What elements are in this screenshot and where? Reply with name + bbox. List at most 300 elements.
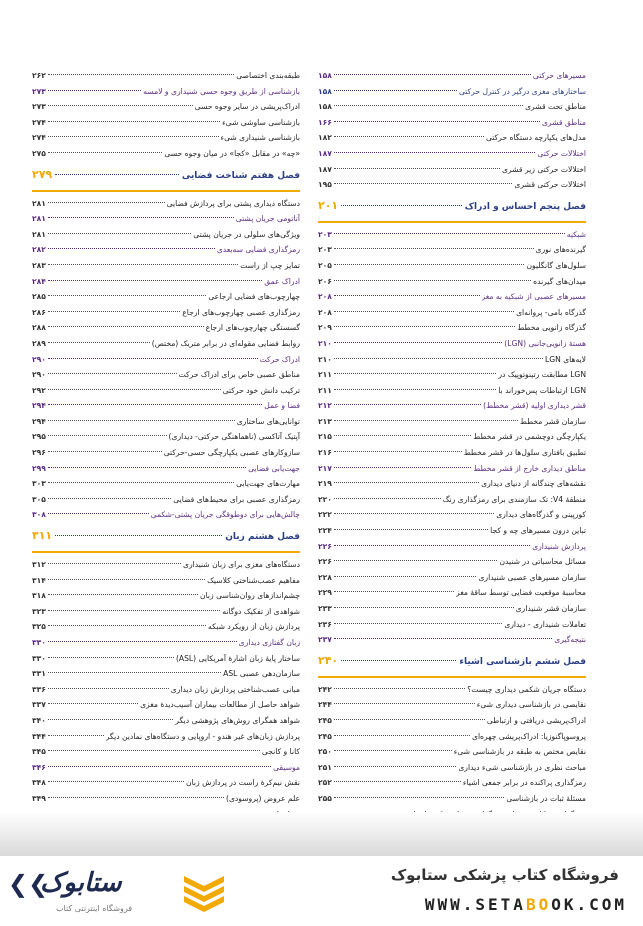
toc-entry[interactable] <box>32 666 300 682</box>
page-number: ۲۴۵ <box>318 715 332 725</box>
toc-entry[interactable] <box>318 492 586 508</box>
entry-title: گسستگی چهارچوب‌های ارجاع <box>205 323 300 333</box>
dot-leader <box>334 168 500 169</box>
chevrons-icon: ❮❮ <box>8 870 49 898</box>
page-number: ۲۱۹ <box>318 479 332 489</box>
entry-title: تعاملات شنیداری - دیداری <box>504 619 586 629</box>
toc-entry[interactable] <box>318 115 586 131</box>
entry-title: مسیرهای عصبی از شبکیه به مغز <box>481 292 586 302</box>
shop-name: فروشگاه کتاب پزشکی ستابوک <box>390 866 619 884</box>
dot-leader <box>48 136 219 137</box>
dot-leader <box>334 688 465 689</box>
entry-title: رمزگذاری عصبی برای محیط‌های فضایی <box>173 494 300 504</box>
toc-entry[interactable] <box>318 336 586 352</box>
toc-entry[interactable] <box>32 492 300 508</box>
page-number: ۲۴۴ <box>318 700 332 710</box>
toc-entry[interactable] <box>318 305 586 321</box>
entry-title: چهارچوب‌های فضایی ارجاعی <box>208 292 300 302</box>
entry-title: هستهٔ زانویی‌جانبی (LGN) <box>504 338 586 348</box>
dot-leader <box>334 105 523 106</box>
page-number: ۲۸۹ <box>32 338 46 348</box>
entry-title: ادراک‌پریشی در سایر وجوه حسی <box>194 102 300 112</box>
page-number: ۲۲۸ <box>318 572 332 582</box>
page-number: ۲۳۳ <box>318 604 332 613</box>
entry-title: تمایز چپ از راست <box>240 260 300 270</box>
toc-entry[interactable] <box>318 227 586 243</box>
toc-entry[interactable] <box>318 775 586 791</box>
toc-entry[interactable] <box>32 697 300 713</box>
entry-title: مفاهیم عصب‌شناختی کلاسیک <box>207 575 300 585</box>
toc-entry[interactable] <box>318 68 586 84</box>
toc-entry[interactable] <box>32 146 300 162</box>
toc-entry[interactable] <box>318 99 586 115</box>
entry-title: چالش‌هایی برای دوطوقگی جریان پشتی-شکمی <box>150 510 300 520</box>
entry-title: مسائل محاسباتی در شنیدن <box>499 557 586 567</box>
toc-entry[interactable] <box>32 367 300 383</box>
entry-title: آناتومی جریان پشتی <box>235 214 300 224</box>
entry-title: بازشناسی از طریق وجوه حسی شنیداری و لامسه <box>143 86 300 96</box>
page-number: ۲۰۹ <box>318 323 332 333</box>
page-number: ۲۸۶ <box>32 307 46 317</box>
dot-leader <box>48 74 234 75</box>
toc-entry[interactable] <box>32 713 300 729</box>
dot-leader <box>48 342 150 343</box>
page-number: ۲۸۵ <box>32 292 46 302</box>
entry-title: ویژگی‌های سلولی در جریان پشتی <box>193 229 300 239</box>
toc-entry[interactable] <box>318 539 586 555</box>
logo-tagline: فروشگاه اینترنتی کتاب <box>56 904 133 913</box>
toc-entry[interactable] <box>318 383 586 399</box>
dot-leader <box>48 719 173 720</box>
page-number: ۳۳۶ <box>32 684 46 694</box>
entry-title: مهارت‌های جهت‌یابی <box>236 479 300 489</box>
dot-leader <box>48 672 221 673</box>
dot-leader <box>334 719 485 720</box>
toc-entry[interactable] <box>32 414 300 430</box>
toc-entry[interactable] <box>318 554 586 570</box>
page-number: ۳۳۷ <box>32 700 46 710</box>
dot-leader <box>48 451 162 452</box>
page-number: ۲۴۰ <box>318 653 339 667</box>
toc-entry[interactable] <box>32 68 300 84</box>
page-number: ۲۵۰ <box>318 747 332 757</box>
page-number: ۲۰۱ <box>318 198 339 212</box>
page-number: ۱۵۸ <box>318 102 332 112</box>
entry-title: مسئلهٔ ثبات در بازشناسی <box>506 793 586 803</box>
entry-title: مبانی عصب‌شناختی پردازش زبان دیداری <box>170 684 300 694</box>
dot-leader <box>48 217 234 218</box>
entry-title: سازمان‌دهی عصبی ASL <box>223 669 300 679</box>
dot-leader <box>48 703 138 704</box>
entry-title: پردازش زبان از رویکرد شبکه <box>208 622 300 632</box>
book-logo-icon <box>182 872 226 912</box>
page-number: ۲۱۱ <box>318 370 332 380</box>
shop-url[interactable]: WWW.SETABOOK.COM <box>424 895 627 914</box>
dot-leader <box>55 535 222 536</box>
page-number: ۳۱۲ <box>32 560 46 570</box>
entry-title: LGN مطابقت رتینوتوپیک در <box>498 370 586 380</box>
toc-entry[interactable] <box>32 557 300 573</box>
toc-entry[interactable] <box>32 383 300 399</box>
chapter-heading[interactable] <box>32 529 300 553</box>
toc-entry[interactable] <box>32 274 300 290</box>
entry-title: سلول‌های گانگلیون <box>526 260 586 270</box>
page-number: ۲۲۶ <box>318 557 332 567</box>
entry-title: میدان‌های گیرنده <box>533 276 586 286</box>
dot-leader <box>334 358 543 359</box>
dot-leader <box>48 248 215 249</box>
entry-title: یکپارچگی دوچشمی در قشر مخطط <box>473 432 586 442</box>
dot-leader <box>334 607 514 608</box>
entry-title: گذرگاه بامی- پروانه‌ای <box>516 307 586 317</box>
page-number: ۳۰۳ <box>32 479 46 489</box>
toc-entry[interactable] <box>32 744 300 760</box>
dot-leader <box>341 660 456 661</box>
toc-entry[interactable] <box>318 320 586 336</box>
toc-entry[interactable] <box>318 632 586 648</box>
toc-entry[interactable] <box>32 791 300 807</box>
entry-title: دستگاه دیداری پشتی برای پردازش فضایی <box>166 198 300 208</box>
entry-title: رمزگذاری عصبی چهارچوب‌های ارجاع <box>182 307 300 317</box>
toc-entry[interactable] <box>318 713 586 729</box>
toc-entry[interactable] <box>318 601 586 617</box>
dot-leader <box>334 326 515 327</box>
toc-entry[interactable] <box>32 242 300 258</box>
page-number: ۲۰۶ <box>318 276 332 286</box>
entry-title: ادراک‌پریشی دریافتی و ارتباطی <box>486 715 586 725</box>
toc-entry[interactable] <box>32 320 300 336</box>
toc-entry[interactable] <box>32 398 300 414</box>
toc-entry[interactable] <box>318 398 586 414</box>
toc-right-column <box>318 68 586 822</box>
page-number: ۱۵۸ <box>318 71 332 80</box>
dot-leader <box>334 264 525 265</box>
entry-title: رمزگذاری فضایی سه‌بعدی <box>216 245 300 255</box>
toc-entry[interactable] <box>32 352 300 368</box>
dot-leader <box>341 205 462 206</box>
dot-leader <box>48 594 198 595</box>
toc-entry[interactable] <box>32 84 300 100</box>
entry-title: سازمان قشر مخطط <box>519 416 586 426</box>
toc-entry[interactable] <box>318 258 586 274</box>
entry-title: مناطق تحت قشری <box>525 102 586 112</box>
page-number: ۲۹۹ <box>32 463 46 473</box>
entry-title: «چه» در مقابل «کجا» در میان وجوه حسی <box>164 148 300 158</box>
toc-entry[interactable] <box>318 570 586 586</box>
page-number: ۳۴۸ <box>32 778 46 788</box>
toc-entry[interactable] <box>32 476 300 492</box>
dot-leader <box>48 688 169 689</box>
toc-entry[interactable] <box>318 523 586 539</box>
dot-leader <box>334 183 513 184</box>
page-number: ۳۳۱ <box>32 669 46 679</box>
page-number: ۲۸۱ <box>32 214 46 224</box>
toc-entry[interactable] <box>32 604 300 620</box>
entry-title: مسیرهای حرکتی <box>532 71 586 80</box>
page-number: ۲۷۹ <box>32 167 53 181</box>
entry-title: روابط فضایی مقوله‌ای در برابر متریک (مختص) <box>151 338 300 348</box>
page-number: ۱۵۸ <box>318 86 332 96</box>
toc-entry[interactable] <box>318 729 586 745</box>
page-number: ۱۹۵ <box>318 180 332 190</box>
page-number: ۳۳۰ <box>32 653 46 663</box>
page-number: ۳۱۸ <box>32 591 46 601</box>
page-number: ۳۱۴ <box>32 575 46 585</box>
entry-title: بازشناسی شنیداری شیء <box>220 133 300 143</box>
toc-entry[interactable] <box>32 115 300 131</box>
entry-title: LGN ارتباطات پس‌خوراند با <box>498 385 586 395</box>
dot-leader <box>48 90 141 91</box>
entry-title: اختلالات حرکتی قشری <box>514 180 586 190</box>
toc-entry[interactable] <box>32 760 300 776</box>
dot-leader <box>334 750 452 751</box>
page-number: ۲۱۷ <box>318 463 332 473</box>
page-number: ۲۰۸ <box>318 307 332 317</box>
entry-title: زبان گفتاری دیداری <box>238 638 300 647</box>
toc-entry[interactable] <box>32 429 300 445</box>
toc-entry[interactable] <box>32 211 300 227</box>
toc-entry[interactable] <box>318 476 586 492</box>
logo-wordmark: ستابوک <box>40 868 122 898</box>
dot-leader <box>48 797 224 798</box>
dot-leader <box>48 781 184 782</box>
toc-entry[interactable] <box>318 84 586 100</box>
entry-title: رمزگذاری پراکنده در برابر جمعی اشیاء <box>462 778 586 788</box>
toc-entry[interactable] <box>32 619 300 635</box>
dot-leader <box>48 311 180 312</box>
toc-entry[interactable] <box>32 258 300 274</box>
entry-title: نقشه‌های چندگانه از دنیای دیداری <box>481 479 586 489</box>
entry-title: دستگاه جریان شکمی دیداری چیست؟ <box>467 684 586 694</box>
toc-entry[interactable] <box>318 429 586 445</box>
page-number: ۳۴۰ <box>32 715 46 725</box>
page-number: ۲۵۵ <box>318 793 332 803</box>
dot-leader <box>48 766 271 767</box>
page-number: ۲۰۵ <box>318 260 332 270</box>
toc-entry[interactable] <box>318 697 586 713</box>
page-number: ۲۸۱ <box>32 229 46 239</box>
dot-leader <box>48 657 174 658</box>
dot-leader <box>48 280 262 281</box>
page-number: ۲۱۶ <box>318 448 332 458</box>
chapter-title: فصل پنجم احساس و ادراک <box>464 201 586 212</box>
page-number: ۳۰۵ <box>32 494 46 504</box>
entry-title: پردازش زبان‌های غیر هندو - اروپایی و دستگاه‌های نمادین دیگر <box>105 731 300 741</box>
chapter-title: فصل هشتم زبان <box>225 532 300 543</box>
dot-leader <box>48 498 171 499</box>
page-number: ۲۹۲ <box>32 385 46 395</box>
dot-leader <box>334 623 502 624</box>
page-number: ۲۹۶ <box>32 448 46 458</box>
entry-title: گذرگاه زانویی مخطط <box>517 323 586 333</box>
entry-title: کورپینی و گذرگاه‌های دیداری <box>496 510 586 520</box>
toc-entry[interactable] <box>32 461 300 477</box>
toc-entry[interactable] <box>318 352 586 368</box>
entry-title: اختلالات حرکتی <box>537 148 586 158</box>
page-number: ۲۱۲ <box>318 401 332 411</box>
entry-title: بازشناسی ساوشی شیء <box>222 117 300 127</box>
dot-leader <box>48 513 149 514</box>
toc-entry[interactable] <box>32 588 300 604</box>
dot-leader <box>48 105 193 106</box>
toc-entry[interactable] <box>318 414 586 430</box>
entry-title: مناطق عصبی خاص برای ادراک حرکت <box>178 370 300 380</box>
chapter-heading[interactable] <box>318 199 586 223</box>
page-number: ۲۴۲ <box>318 684 332 694</box>
dot-leader <box>48 435 167 436</box>
dot-leader <box>334 529 488 530</box>
chapter-heading[interactable] <box>32 168 300 192</box>
toc-entry[interactable] <box>32 729 300 745</box>
toc-entry[interactable] <box>32 573 300 589</box>
dot-leader <box>48 295 206 296</box>
page-number: ۲۸۳ <box>32 260 46 270</box>
page-number: ۲۴۵ <box>318 731 332 741</box>
entry-title: ادراک عمق <box>264 276 300 286</box>
dot-leader <box>334 576 477 577</box>
dot-leader <box>334 797 504 798</box>
entry-title: مباحث نظری در بازشناسی شیء دیداری <box>458 762 586 772</box>
page-number: ۲۹۴ <box>32 401 46 411</box>
toc-entry[interactable] <box>318 760 586 776</box>
entry-title: پردازش شنیداری <box>532 541 586 551</box>
page-number: ۲۹۰ <box>32 354 46 364</box>
toc-entry[interactable] <box>32 227 300 243</box>
toc-entry[interactable] <box>318 289 586 305</box>
dot-leader <box>334 451 462 452</box>
dot-leader <box>334 373 496 374</box>
entry-title: سازمان قشر شنیداری <box>515 604 586 613</box>
page-number: ۲۵۲ <box>318 778 332 788</box>
page-number: ۱۸۷ <box>318 164 332 174</box>
dot-leader <box>334 766 456 767</box>
toc-entry[interactable] <box>318 791 586 807</box>
entry-title: مدل‌های یکپارچه دستگاه حرکتی <box>485 133 586 143</box>
entry-title: ساختارهای مغزی درگیر در کنترل حرکتی <box>458 86 586 96</box>
toc-entry[interactable] <box>318 617 586 633</box>
toc-entry[interactable] <box>32 289 300 305</box>
dot-leader <box>334 498 441 499</box>
toc-entry[interactable] <box>32 305 300 321</box>
page-number: ۳۰۸ <box>32 510 46 520</box>
page-number: ۲۱۱ <box>318 385 332 395</box>
entry-title: پروسوپاگنوزیا: ادراک‌پریشی چهره‌ای <box>472 731 586 741</box>
toc-entry[interactable] <box>32 99 300 115</box>
toc-entry[interactable] <box>318 146 586 162</box>
page-number: ۲۹۰ <box>32 370 46 380</box>
dot-leader <box>334 248 534 249</box>
toc-entry[interactable] <box>32 651 300 667</box>
entry-title: اختلالات حرکتی زیر قشری <box>502 164 586 174</box>
dot-leader <box>48 373 177 374</box>
entry-title: شواهدی از تفکیک دوگانه <box>222 606 300 616</box>
dot-leader <box>55 174 179 175</box>
page-number: ۲۹۵ <box>32 432 46 442</box>
dot-leader <box>48 625 206 626</box>
page-number: ۳۱۱ <box>32 529 53 543</box>
dot-leader <box>334 233 565 234</box>
page-number: ۲۳۷ <box>318 635 332 645</box>
toc-entry[interactable] <box>318 744 586 760</box>
page-number: ۲۰۳ <box>318 245 332 255</box>
entry-title: دستگاه‌های مغزی برای زبان شنیداری <box>183 560 300 570</box>
entry-title: نقایصی در بازشناسی دیداری شیء <box>476 700 586 710</box>
entry-title: طبقه‌بندی اختصاصی <box>236 71 300 80</box>
dot-leader <box>334 467 471 468</box>
page-number: ۲۶۲ <box>32 71 46 80</box>
entry-title: تباین درون مسیرهای چه و کجا <box>490 526 586 536</box>
dot-leader <box>48 563 181 564</box>
toc-entry[interactable] <box>318 682 586 698</box>
dot-leader <box>334 560 498 561</box>
page-number: ۲۷۳ <box>32 102 46 112</box>
page-number: ۲۸۱ <box>32 198 46 208</box>
toc-entry[interactable] <box>32 507 300 523</box>
page-number: ۳۴۴ <box>32 731 46 741</box>
page-number: ۲۱۳ <box>318 416 332 426</box>
dot-leader <box>48 202 165 203</box>
toc-entry[interactable] <box>318 274 586 290</box>
toc-entry[interactable] <box>32 635 300 651</box>
page-fade <box>0 812 643 856</box>
entry-title: تطبیق بافتاری سلول‌ها در قشر مخطط <box>463 448 586 458</box>
toc-entry[interactable] <box>32 130 300 146</box>
dot-leader <box>48 420 235 421</box>
entry-title: شواهد همگرای روش‌های پژوهشی دیگر <box>175 715 300 725</box>
toc-entry[interactable] <box>32 336 300 352</box>
toc-entry[interactable] <box>318 507 586 523</box>
page-number: ۲۹۴ <box>32 416 46 426</box>
page-number: ۲۲۶ <box>318 541 332 551</box>
toc-entry[interactable] <box>32 445 300 461</box>
entry-title: کانا و کانجی <box>261 747 300 757</box>
chapter-heading[interactable] <box>318 654 586 678</box>
toc-left-column <box>32 68 300 822</box>
dot-leader <box>334 482 479 483</box>
toc-entry[interactable] <box>318 242 586 258</box>
dot-leader <box>334 591 454 592</box>
dot-leader <box>48 610 220 611</box>
entry-title: قشر دیداری اولیه (قشر مخطط) <box>483 401 586 411</box>
dot-leader <box>334 295 480 296</box>
dot-leader <box>48 389 221 390</box>
chapter-title: فصل ششم بازشناسی اشیاء <box>459 656 586 667</box>
page-number: ۳۴۶ <box>32 762 46 772</box>
dot-leader <box>334 280 531 281</box>
dot-leader <box>334 389 496 390</box>
toc-entry[interactable] <box>318 461 586 477</box>
page-number: ۲۲۹ <box>318 588 332 598</box>
page-number: ۲۷۴ <box>32 117 46 127</box>
toc-entry[interactable] <box>318 130 586 146</box>
page-number: ۳۴۵ <box>32 747 46 757</box>
entry-title: توانایی‌های ساختاری <box>236 416 300 426</box>
toc-entry[interactable] <box>318 585 586 601</box>
dot-leader <box>334 545 530 546</box>
toc-entry[interactable] <box>32 775 300 791</box>
dot-leader <box>334 74 531 75</box>
dot-leader <box>334 638 552 639</box>
page-number: ۲۰۳ <box>318 229 332 239</box>
entry-title: چشم‌اندازهای روان‌شناسی زبان <box>200 591 300 601</box>
toc-entry[interactable] <box>318 445 586 461</box>
toc-entry[interactable] <box>32 196 300 212</box>
toc-entry[interactable] <box>318 177 586 193</box>
toc-entry[interactable] <box>32 682 300 698</box>
toc-entry[interactable] <box>318 367 586 383</box>
toc-entry[interactable] <box>318 162 586 178</box>
page-number: ۲۸۲ <box>32 245 46 255</box>
